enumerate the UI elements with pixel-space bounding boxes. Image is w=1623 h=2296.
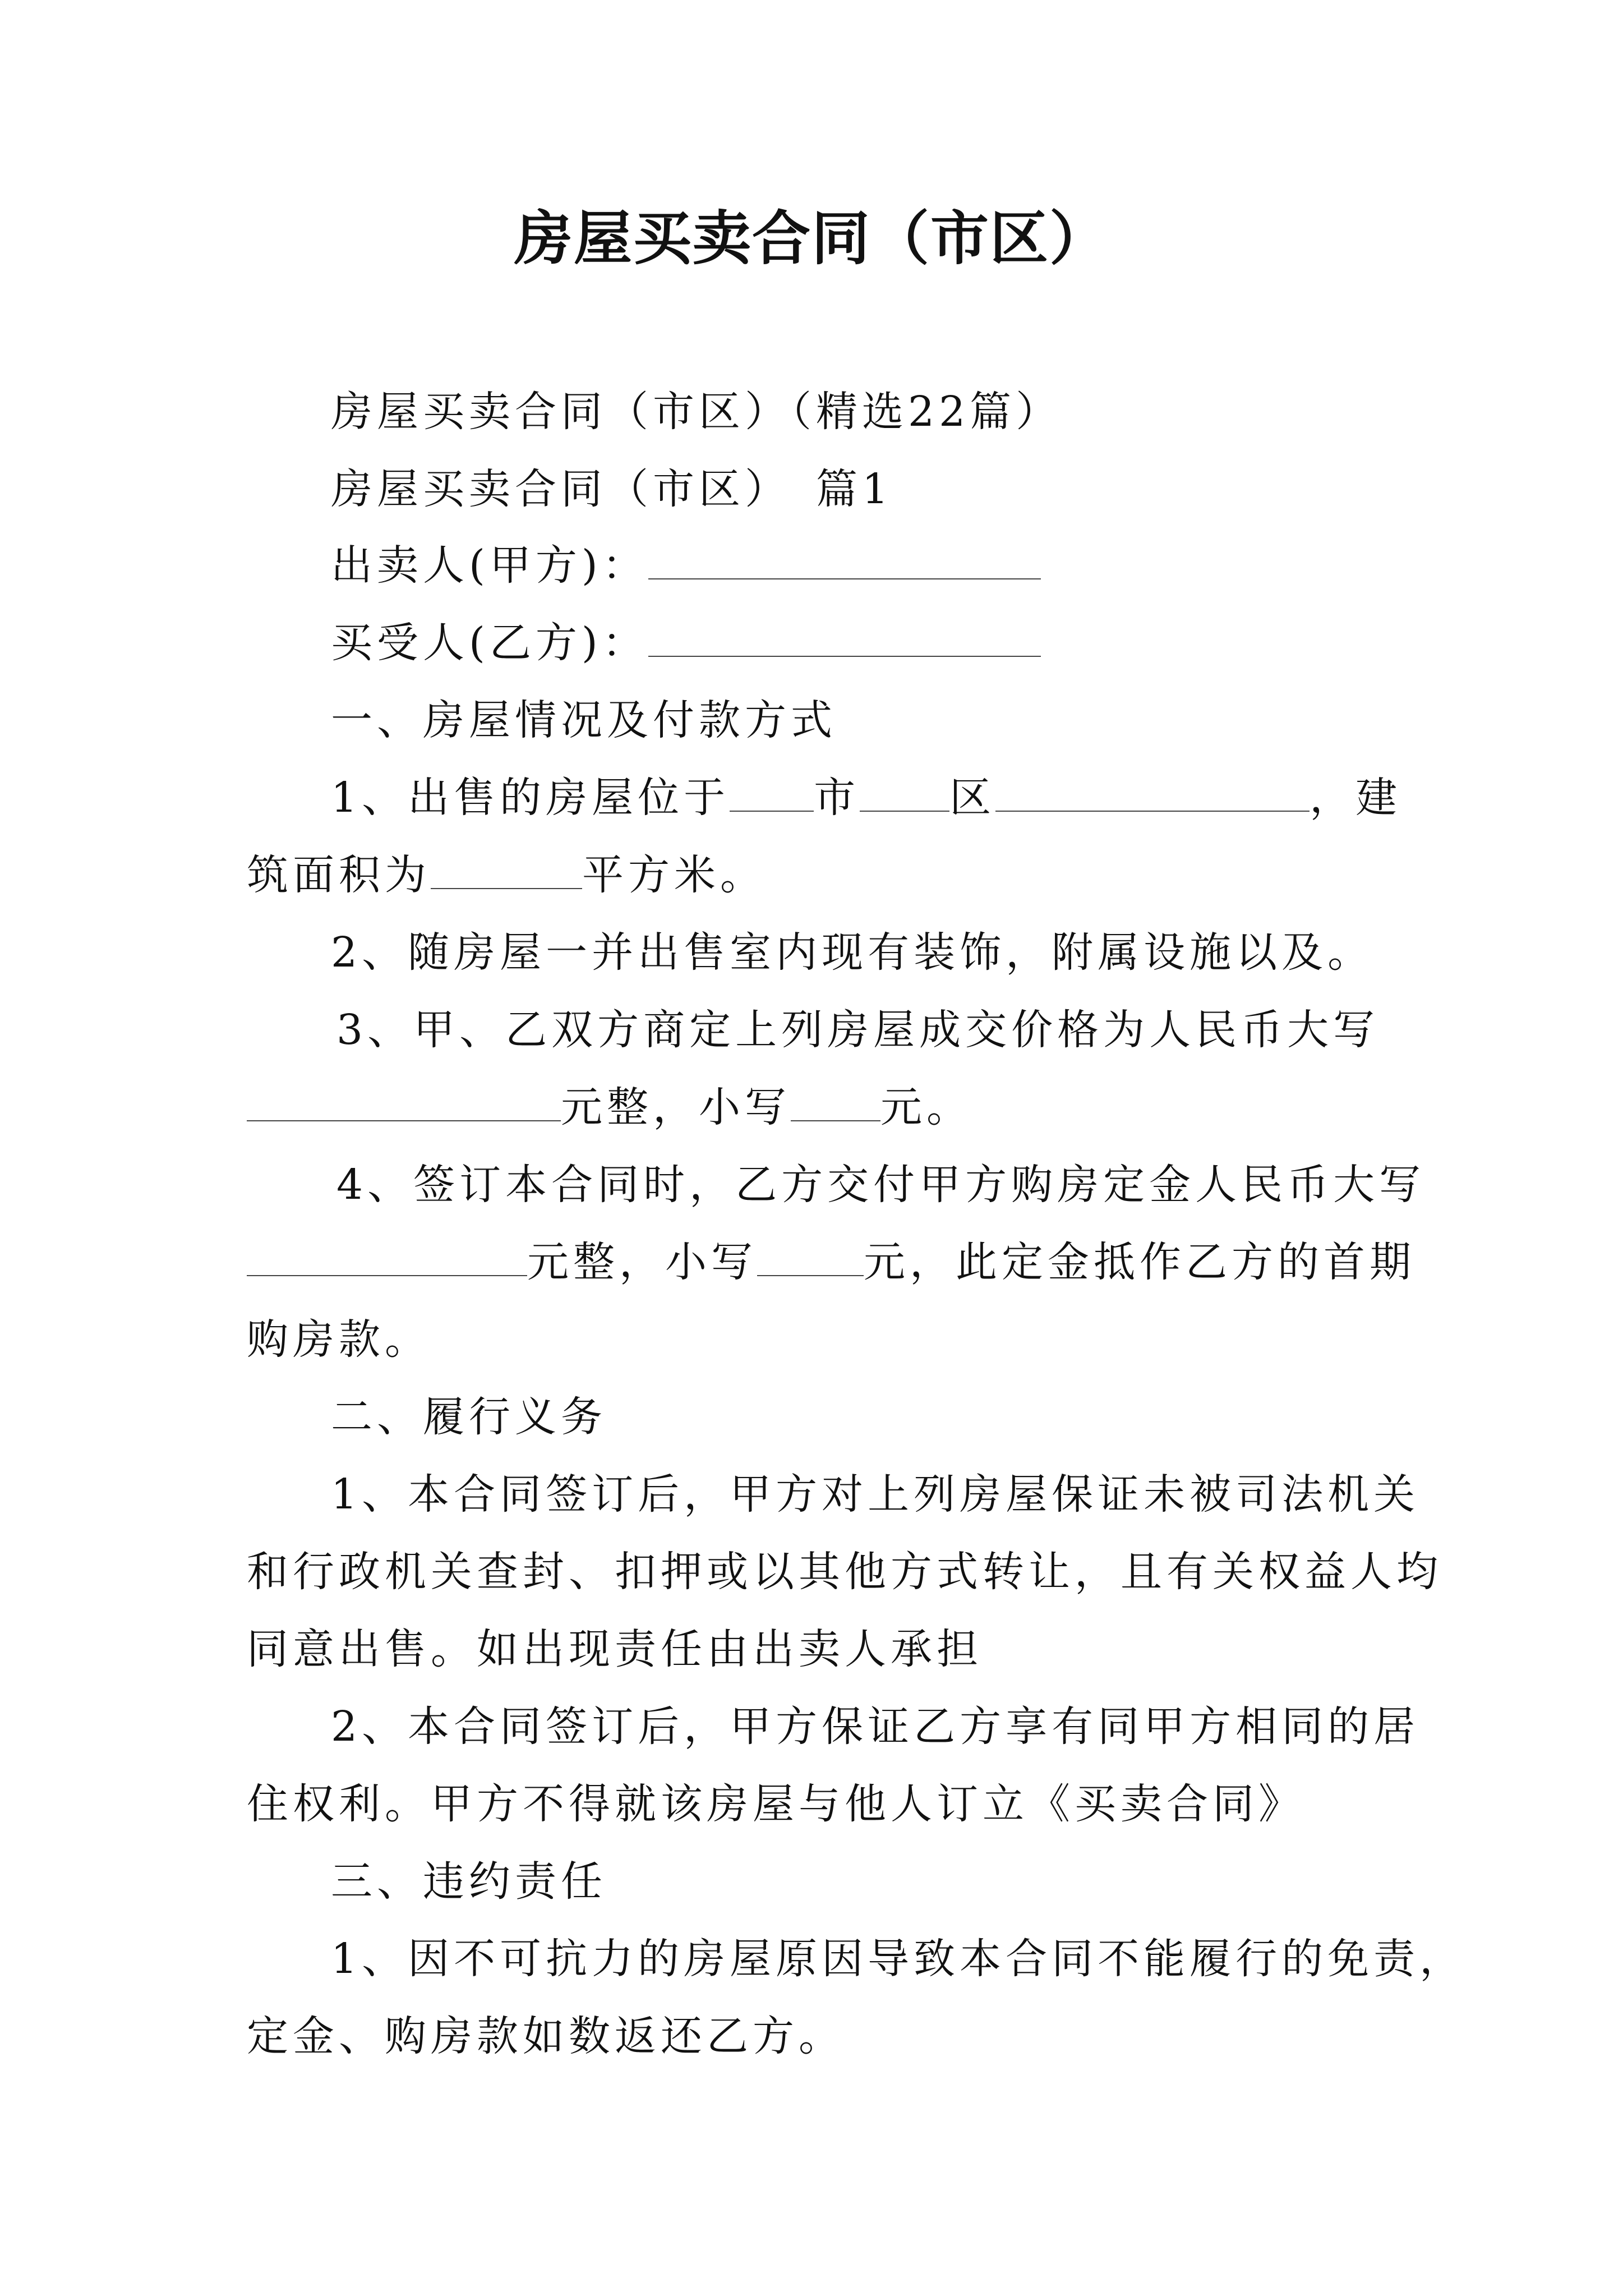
item1-1-text-b: 市 (814, 774, 860, 822)
item2-1-line3: 同意出售。如出现责任由出卖人承担 (247, 1625, 983, 1673)
item1-1-line2 (247, 847, 1391, 903)
deposit-lower-blank (757, 1237, 864, 1276)
item2-2-line2: 住权利。甲方不得就该房屋与他人订立《买卖合同》 (247, 1780, 1304, 1828)
city-blank (730, 772, 814, 812)
item1-3-text-b: 元整，小写 (561, 1083, 791, 1131)
item1-3-line2 (247, 1079, 1391, 1135)
section1-heading: 一、房屋情况及付款方式 (331, 696, 837, 744)
item3-1-line1: 1、因不可抗力的房屋原因导致本合同不能履行的免责， (331, 1935, 1466, 1983)
address-blank (995, 772, 1310, 812)
item1-4-line2 (247, 1234, 1415, 1290)
item1-1-text-c: 区 (949, 774, 996, 822)
item1-1-line1 (331, 770, 1475, 826)
item2-1-line1: 1、本合同签订后，甲方对上列房屋保证未被司法机关 (331, 1470, 1420, 1519)
price-upper-blank (247, 1082, 561, 1121)
buyer-label: 买受人(乙方)： (331, 619, 648, 667)
item1-1-text-d: ，建 (1310, 774, 1402, 822)
item1-2: 2、随房屋一并出售室内现有装饰，附属设施以及。 (331, 928, 1374, 977)
document-title: 房屋买卖合同（市区） (514, 204, 1109, 273)
document-subtitle: 房屋买卖合同（市区）（精选22篇） (331, 388, 1062, 436)
price-lower-blank (791, 1082, 880, 1121)
section2-heading: 二、履行义务 (331, 1393, 607, 1441)
area-blank (431, 850, 582, 889)
item1-3-line1: 3、甲、乙双方商定上列房屋成交价格为人民币大写 (336, 1006, 1380, 1054)
district-blank (860, 772, 949, 812)
item2-1-line2: 和行政机关查封、扣押或以其他方式转让，且有关权益人均 (247, 1548, 1442, 1596)
item1-1-text-e: 筑面积为 (247, 851, 431, 899)
chapter-heading: 房屋买卖合同（市区） 篇1 (331, 465, 893, 513)
section3-heading: 三、违约责任 (331, 1857, 607, 1906)
item1-3-text-c: 元。 (880, 1083, 972, 1131)
seller-blank (648, 540, 1041, 579)
seller-line (331, 537, 1475, 593)
item1-1-text-f: 平方米。 (582, 851, 766, 899)
buyer-line (331, 615, 1475, 671)
item1-1-text-a: 1、出售的房屋位于 (331, 774, 730, 822)
seller-label: 出卖人(甲方)： (331, 541, 648, 590)
item2-2-line1: 2、本合同签订后，甲方保证乙方享有同甲方相同的居 (331, 1703, 1420, 1751)
item1-4-line3: 购房款。 (247, 1315, 431, 1364)
item1-4-text-b: 元整，小写 (527, 1238, 757, 1286)
item1-4-line1: 4、签订本合同时，乙方交付甲方购房定金人民币大写 (336, 1161, 1426, 1209)
item3-1-line2: 定金、购房款如数返还乙方。 (247, 2012, 845, 2060)
buyer-blank (648, 618, 1041, 657)
item1-4-text-c: 元，此定金抵作乙方的首期 (864, 1238, 1415, 1286)
deposit-upper-blank (247, 1237, 527, 1276)
